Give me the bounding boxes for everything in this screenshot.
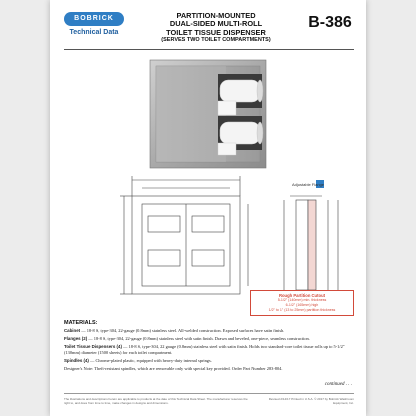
technical-drawings xyxy=(120,170,356,306)
product-photo xyxy=(148,58,268,170)
front-elevation xyxy=(120,176,248,294)
footer xyxy=(64,393,354,405)
title-subline: (SERVES TWO TOILET COMPARTMENTS) xyxy=(161,37,271,44)
technical-data-sheet xyxy=(50,0,366,416)
spec-spindles: Spindles (4) — Chrome-plated plastic, equipped with heavy-duty internal springs. xyxy=(64,358,212,363)
rough-cutout-line-1: 5-1/2" (140mm) min. thickness xyxy=(277,298,327,302)
rough-cutout-title: Rough Partition Cutout xyxy=(278,293,326,298)
model-number: B-386 xyxy=(308,14,352,31)
brand-subtitle: Technical Data xyxy=(69,29,119,36)
materials-section xyxy=(64,320,354,374)
brand-oval: BOBRICK xyxy=(64,12,124,26)
footer-disclaimer: The illustrations and descriptions herein are applicable to products at the date of this Technical Data Sheet. The manufacturer reserves the right to, and does from time to time, make changes in designs and dimensions. xyxy=(64,397,248,405)
spec-dispensers: Toilet Tissue Dispensers (4) — 18-8 S, type-304, 22 gauge (0.8mm) stainless steel with satin finish. Holds two standard-core toilet tissue rolls up to 5-1/2" (130mm) diameter (1500 sheets) for each toilet compartment. xyxy=(64,344,345,355)
spec-flanges: Flanges (2) — 18-8 S, type-304, 22-gauge (0.8mm) stainless steel with satin finish. Drawn and beveled, one-piece, seamless construction. xyxy=(64,336,310,341)
continued-note: continued . . . xyxy=(324,382,352,387)
adjustable-flange-label: Adjustable Flange xyxy=(292,182,325,187)
rough-cutout-box xyxy=(250,290,354,316)
side-section xyxy=(284,196,338,294)
designer-note: Designer's Note: Theft-resistant spindles, which are removable only with special key provided. Order Part Number 283-804. xyxy=(64,366,283,371)
bobrick-logo xyxy=(64,12,124,42)
title-line-2: DUAL-SIDED MULTI-ROLL xyxy=(169,19,263,29)
product-title xyxy=(136,12,296,44)
spec-cabinet: Cabinet — 18-8 S, type-304, 22-gauge (0.8mm) stainless steel. All-welded construction. Exposed surfaces have satin finish. xyxy=(64,328,285,333)
rough-cutout-line-3: 1/2" to 1" (13 to 25mm) partition thickness xyxy=(268,308,336,312)
title-line-1: PARTITION-MOUNTED xyxy=(176,11,256,20)
header-divider xyxy=(64,49,354,50)
rough-cutout-line-2: 6-1/2" (165mm) high xyxy=(285,303,319,307)
title-line-3: TOILET TISSUE DISPENSER xyxy=(166,27,266,37)
materials-heading: MATERIALS: xyxy=(64,320,98,326)
footer-revision: Revised 2/14/17 Printed in U.S.A. © 2017 by Bobrick Washroom Equipment, Inc. xyxy=(268,397,354,405)
